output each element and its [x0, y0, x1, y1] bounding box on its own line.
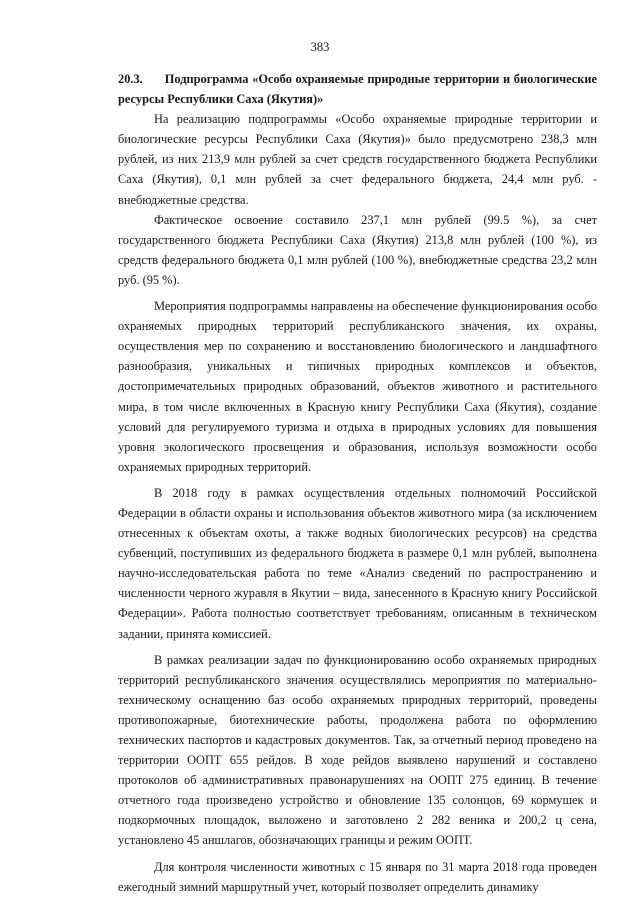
section-number: 20.3.: [118, 72, 143, 86]
paragraph-research: В 2018 году в рамках осуществления отдельных полномочий Российской Федерации в области охраны и использования объектов животного мира (за исключением отнесенных к объектам охоты, а также водных биологических ресурсов) на средства субвенций, поступивших из федерального бюджета в размере 0,1 млн рублей, выполнена научно-исследовательская работа по теме «Анализ сведений по распространению и численности черного журавля в Якутии – вида, занесенного в Красную книгу Российской Федерации». Работа полностью соответствует требованиям, описанным в техническом задании, принята комиссией.: [118, 485, 597, 641]
section-heading: [118, 69, 597, 109]
page-content: [118, 69, 597, 897]
section-title: Подпрограмма «Особо охраняемые природные территории и биологические ресурсы Республики Саха (Якутия)»: [118, 72, 597, 107]
paragraph-protected-areas: В рамках реализации задач по функционированию особо охраняемых природных территорий республиканского значения осуществлялись мероприятия по материально-техническому оснащению баз особо охраняемых природных территорий, проведены противопожарные, биотехнические работы, продолжена работа по оформлению технических паспортов и кадастровых документов. Так, за отчетный период проведено на территории ООПТ 655 рейдов. В ходе рейдов выявлено нарушений и составлено протоколов об административных правонарушениях на ООПТ 275 единиц. В течение отчетного года произведено устройство и обновление 135 солонцов, 69 кормушек и подкормочных площадок, выложено и заготовлено 2 282 веника и 200,2 ц сена, установлено 45 аншлагов, обозначающих границы и режим ООПТ.: [118, 652, 597, 848]
paragraph-actual-spending: Фактическое освоение составило 237,1 млн рублей (99.5 %), за счет государственного бюджета Республики Саха (Якутия) 213,8 млн рублей (100 %), из средств федерального бюджета 0,1 млн рублей (100 %), внебюджетные средства 23,2 млн руб. (95 %).: [118, 212, 597, 287]
paragraph-funding: На реализацию подпрограммы «Особо охраняемые природные территории и биологические ресурсы Республики Саха (Якутия)» было предусмотрено 238,3 млн рублей, из них 213,9 млн рублей за счет средств государственного бюджета Республики Саха (Якутия), 0,1 млн рублей за счет федерального бюджета, 24,4 млн руб. - внебюджетные средства.: [118, 112, 597, 207]
page-number: 383: [310, 40, 330, 54]
paragraph-activities: Мероприятия подпрограммы направлены на обеспечение функционирования особо охраняемых природных территорий республиканского значения, их охраны, осуществления мер по сохранению и восстановлению биологического и ландшафтного разнообразия, уникальных и типичных природных комплексов и объектов, достопримечательных природных образований, объектов животного и растительного мира, в том числе включенных в Красную книгу Республики Саха (Якутия), создание условий для регулируемого туризма и отдыха в природных условиях для повышения уровня экологического просвещения и образования, используя возможности особо охраняемых природных территорий.: [118, 299, 597, 474]
paragraph-census: Для контроля численности животных с 15 января по 31 марта 2018 года проведен ежегодный зимний маршрутный учет, который позволяет определить динамику: [118, 859, 597, 894]
